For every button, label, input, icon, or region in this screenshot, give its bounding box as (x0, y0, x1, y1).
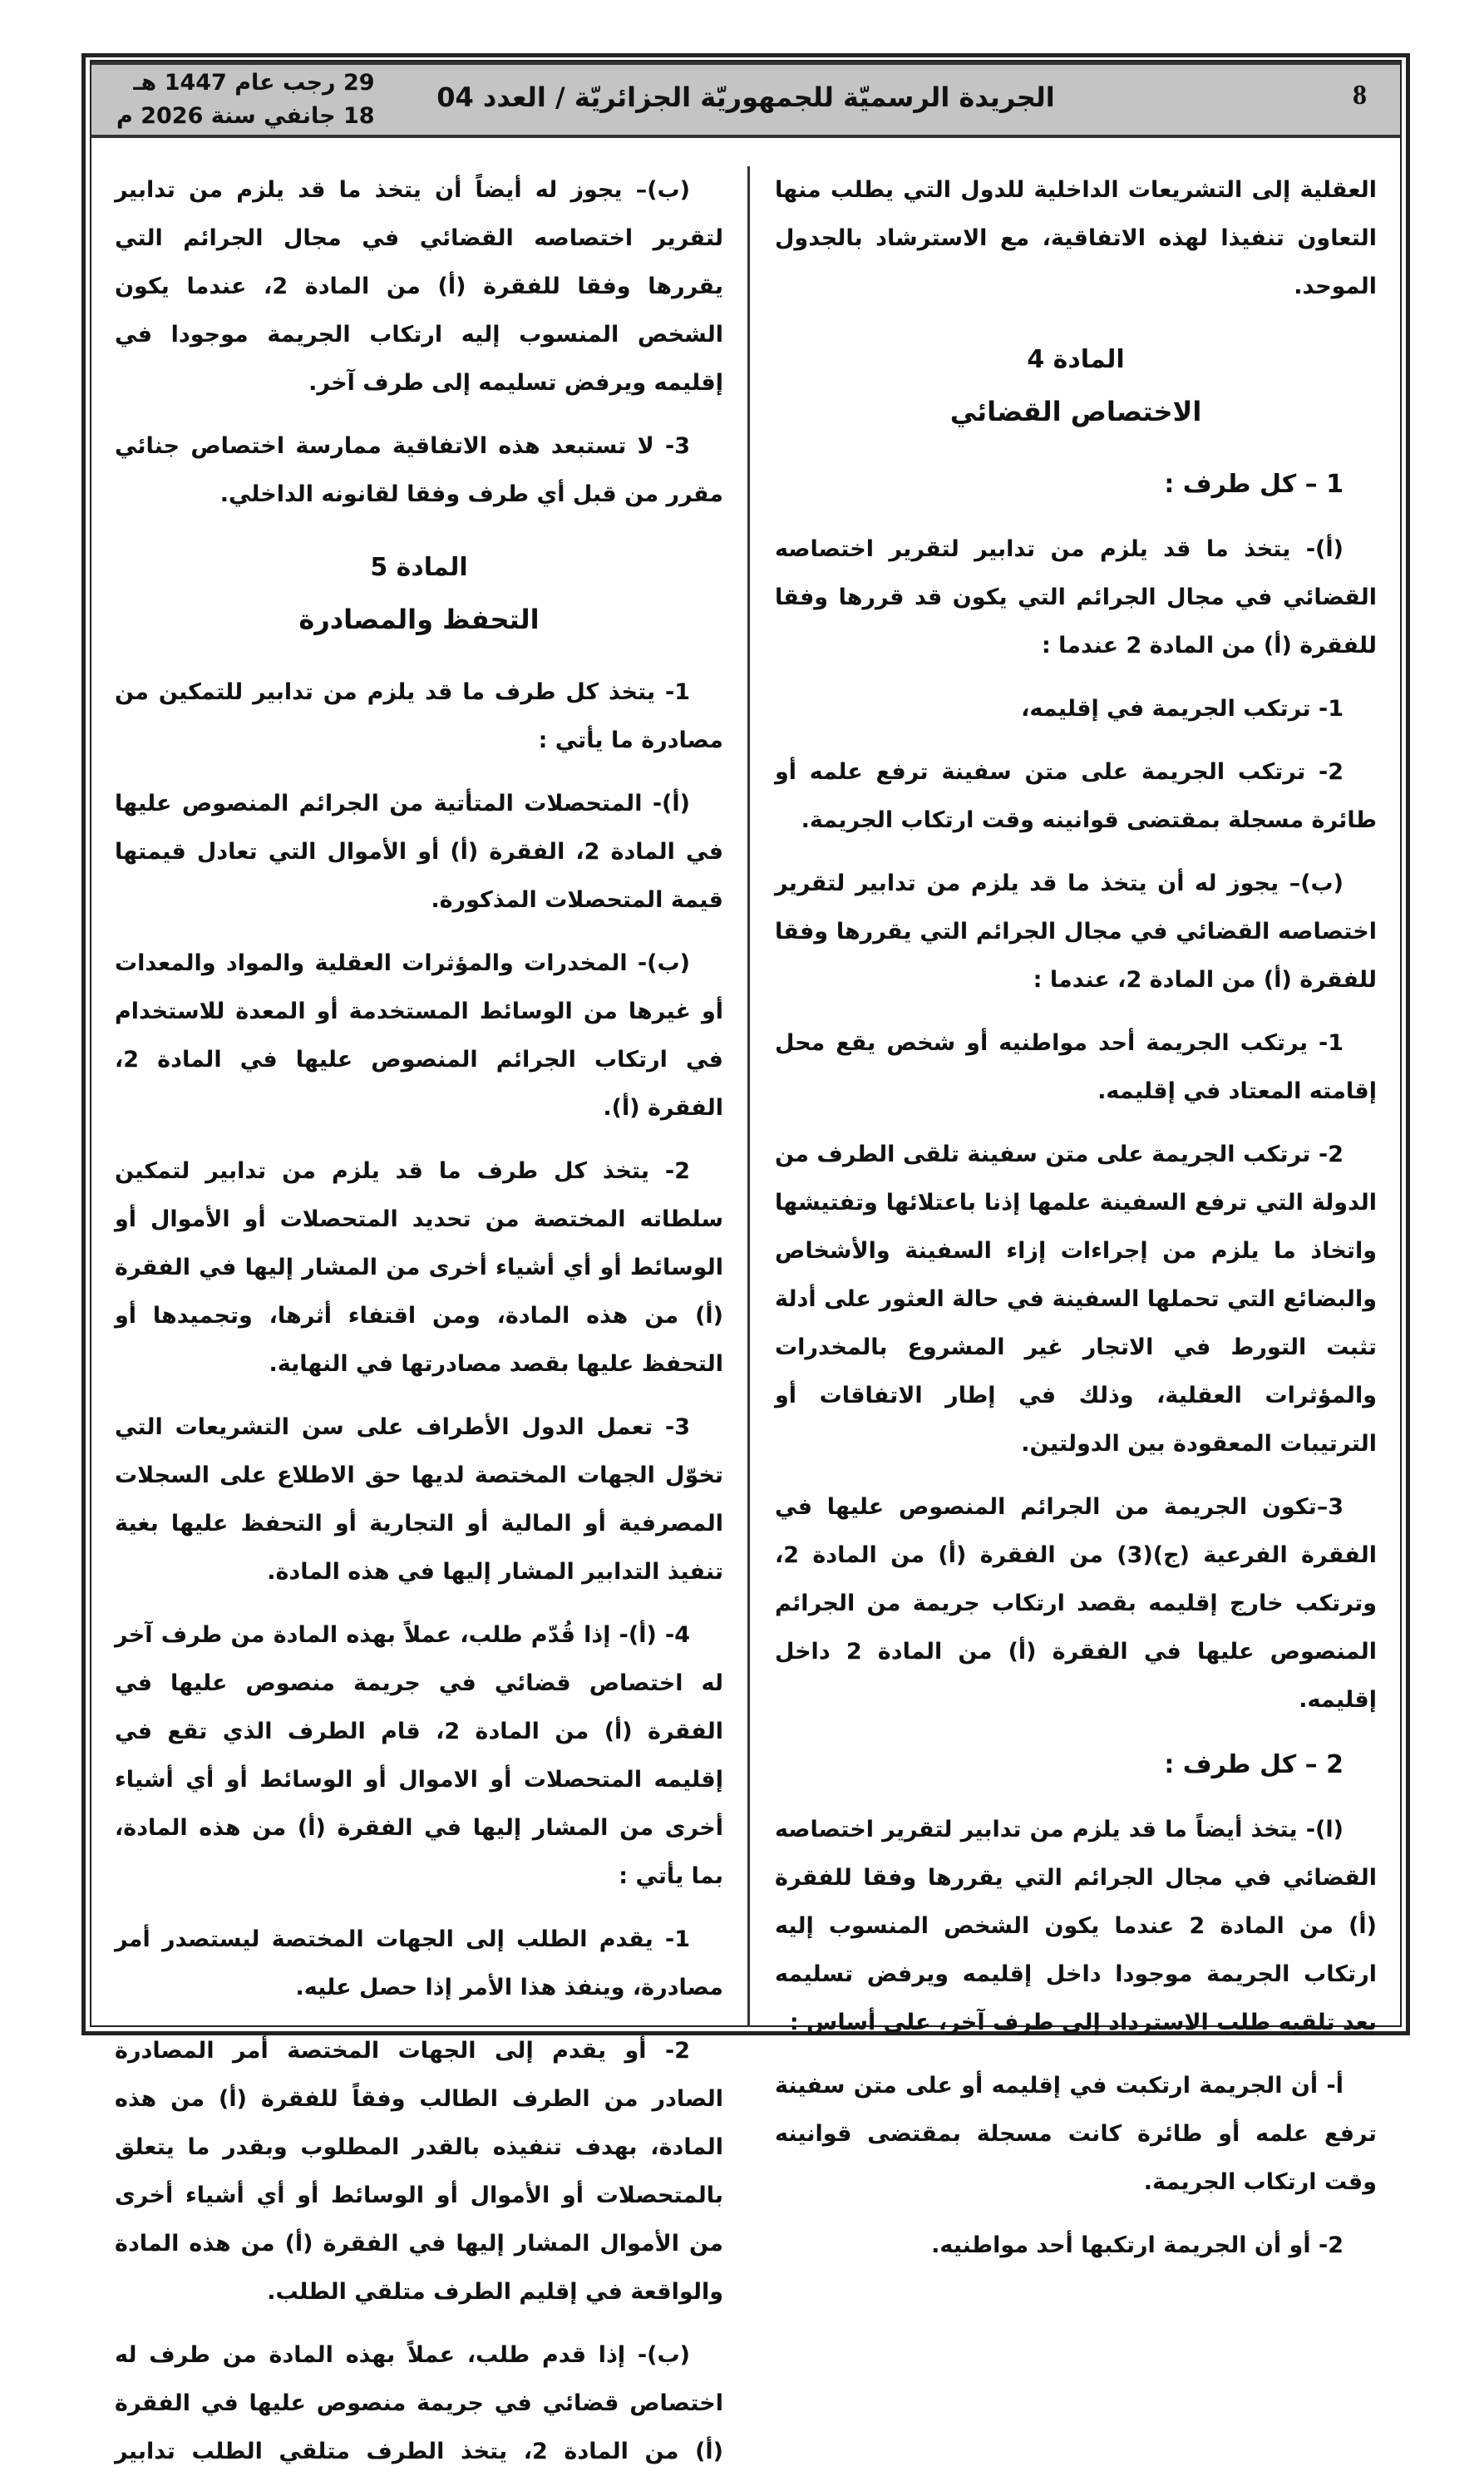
gazette-title: الجريدة الرسميّة للجمهوريّة الجزائريّة / العدد 04 (436, 81, 1055, 113)
article-title: التحفظ والمصادرة (298, 604, 540, 635)
paragraph: 3- لا تستبعد هذه الاتفاقية ممارسة اختصاص جنائي مقرر من قبل أي طرف وفقا لقانونه الداخلي. (115, 433, 723, 507)
section-heading: 1 – كل طرف : (1164, 470, 1343, 499)
paragraph: 2- أو أن الجريمة ارتكبها أحد مواطنيه. (931, 2232, 1343, 2258)
issue-date (116, 67, 375, 133)
paragraph: (ب)- المخدرات والمؤثرات العقلية والمواد والمعدات أو غيرها من الوسائط المستخدمة أو المعدة للاستخدام في ارتكاب الجرائم المنصوص عليها في المادة 2، الفقرة (أ). (115, 950, 723, 1121)
paragraph: 1- يقدم الطلب إلى الجهات المختصة ليستصدر أمر مصادرة، وينفذ هذا الأمر إذا حصل عليه. (115, 1926, 723, 2000)
paragraph: (أ)- المتحصلات المتأتية من الجرائم المنصوص عليها في المادة 2، الفقرة (أ) أو الأموال التي تعادل قيمتها قيمة المتحصلات المذكورة. (115, 791, 723, 913)
paragraph: 1- يتخذ كل طرف ما قد يلزم من تدابير للتمكين من مصادرة ما يأتي : (115, 679, 723, 753)
left-column (115, 166, 723, 2491)
gregorian-date: 18 جانفي سنة 2026 م (116, 103, 375, 129)
paragraph: 2- يتخذ كل طرف ما قد يلزم من تدابير لتمكين سلطاته المختصة من تحديد المتحصلات أو الأموال أو الوسائط أو أي أشياء أخرى من المشار إليها في الفقرة (أ) من هذه المادة، ومن اقتفاء أثرها، وتجميدها أو التحفظ عليها بقصد مصادرتها في النهاية. (115, 1158, 723, 1377)
paragraph: (أ)- يتخذ ما قد يلزم من تدابير لتقرير اختصاصه القضائي في مجال الجرائم التي يكون قد قررها وفقا للفقرة (أ) من المادة 2 عندما : (775, 536, 1377, 659)
paragraph: 1- يرتكب الجريمة أحد مواطنيه أو شخص يقع محل إقامته المعتاد في إقليمه. (775, 1030, 1377, 1104)
paragraph: 2- أو يقدم إلى الجهات المختصة أمر المصادرة الصادر من الطرف الطالب وفقاً للفقرة (أ) من هذه المادة، بهدف تنفيذه بالقدر المطلوب وبقدر ما يتعلق بالمتحصلات أو الأموال أو الوسائط أو أي أشياء أخرى من الأموال المشار إليها في الفقرة (أ) من هذه المادة والواقعة في إقليم الطرف متلقي الطلب. (115, 2038, 723, 2305)
paragraph: 2- ترتكب الجريمة على متن سفينة تلقى الطرف من الدولة التي ترفع السفينة علمها إذنا باعتلائها وتفتيشها واتخاذ ما يلزم من إجراءات إزاء السفينة والأشخاص والبضائع التي تحملها السفينة في حالة العثور على أدلة تثبت التورط في الاتجار غير المشروع بالمخدرات والمؤثرات العقلية، وذلك في إطار الاتفاقات أو الترتيبات المعقودة بين الدولتين. (775, 1142, 1377, 1457)
paragraph: 2- ترتكب الجريمة على متن سفينة ترفع علمه أو طائرة مسجلة بمقتضى قوانينه وقت ارتكاب الجريمة. (775, 759, 1377, 833)
hijri-date: 29 رجب عام 1447 هـ (133, 70, 375, 96)
page-header (91, 62, 1400, 138)
paragraph: (ب)– يجوز له أيضاً أن يتخذ ما قد يلزم من تدابير لتقرير اختصاصه القضائي في مجال الجرائم التي يقررها وفقا للفقرة (أ) من المادة 2، عندما يكون الشخص المنسوب إليه ارتكاب الجريمة موجودا في إقليمه ويرفض تسليمه إلى طرف آخر. (115, 177, 723, 396)
page-number: 8 (1353, 80, 1367, 111)
right-column (775, 166, 1377, 2285)
paragraph: العقلية إلى التشريعات الداخلية للدول التي يطلب منها التعاون تنفيذا لهذه الاتفاقية، مع الاسترشاد بالجدول الموحد. (775, 177, 1377, 299)
paragraph: (ا)- يتخذ أيضاً ما قد يلزم من تدابير لتقرير اختصاصه القضائي في مجال الجرائم التي يقررها وفقا للفقرة (أ) من المادة 2 عندما يكون الشخص المنسوب إليه ارتكاب الجريمة موجودا داخل إقليمه ويرفض تسليمه بعد تلقيه طلب الاسترداد إلى طرف آخر، على أساس : (775, 1817, 1378, 2035)
article-number: المادة 5 (370, 553, 468, 582)
paragraph: 3–تكون الجريمة من الجرائم المنصوص عليها في الفقرة الفرعية (ج)(3) من الفقرة (أ) من المادة 2، وترتكب خارج إقليمه بقصد ارتكاب جريمة من الجرائم المنصوص عليها في الفقرة (أ) من المادة 2 داخل إقليمه. (775, 1494, 1378, 1713)
paragraph: (ب)- إذا قدم طلب، عملاً بهذه المادة من طرف له اختصاص قضائي في جريمة منصوص عليها في الفقرة (أ) من المادة 2، يتخذ الطرف متلقي الطلب تدابير (115, 2342, 723, 2464)
article-number: المادة 4 (1027, 345, 1125, 374)
paragraph: 1- ترتكب الجريمة في إقليمه، (1021, 696, 1343, 722)
paragraph: 4- (أ)- إذا قُدّم طلب، عملاً بهذه المادة من طرف آخر له اختصاص قضائي في جريمة منصوص عليها في الفقرة (أ) من المادة 2، قام الطرف الذي تقع في إقليمه المتحصلات أو الاموال أو الوسائط أو أي أشياء أخرى من المشار إليها في الفقرة (أ) من هذه المادة، بما يأتي : (115, 1622, 724, 1889)
paragraph: (ب)– يجوز له أن يتخذ ما قد يلزم من تدابير لتقرير اختصاصه القضائي في مجال الجرائم التي يقررها وفقا للفقرة (أ) من المادة 2، عندما : (775, 871, 1377, 993)
section-heading: 2 – كل طرف : (1164, 1750, 1343, 1779)
paragraph: 3- تعمل الدول الأطراف على سن التشريعات التي تخوّل الجهات المختصة لديها حق الاطلاع على السجلات المصرفية أو المالية أو التجارية أو التحفظ عليها بغية تنفيذ التدابير المشار إليها في هذه المادة. (115, 1414, 723, 1585)
article-title: الاختصاص القضائي (949, 396, 1202, 427)
column-divider (747, 166, 750, 2027)
paragraph: أ- أن الجريمة ارتكبت في إقليمه أو على متن سفينة ترفع علمه أو طائرة كانت مسجلة بمقتضى قوانينه وقت ارتكاب الجريمة. (775, 2073, 1377, 2195)
